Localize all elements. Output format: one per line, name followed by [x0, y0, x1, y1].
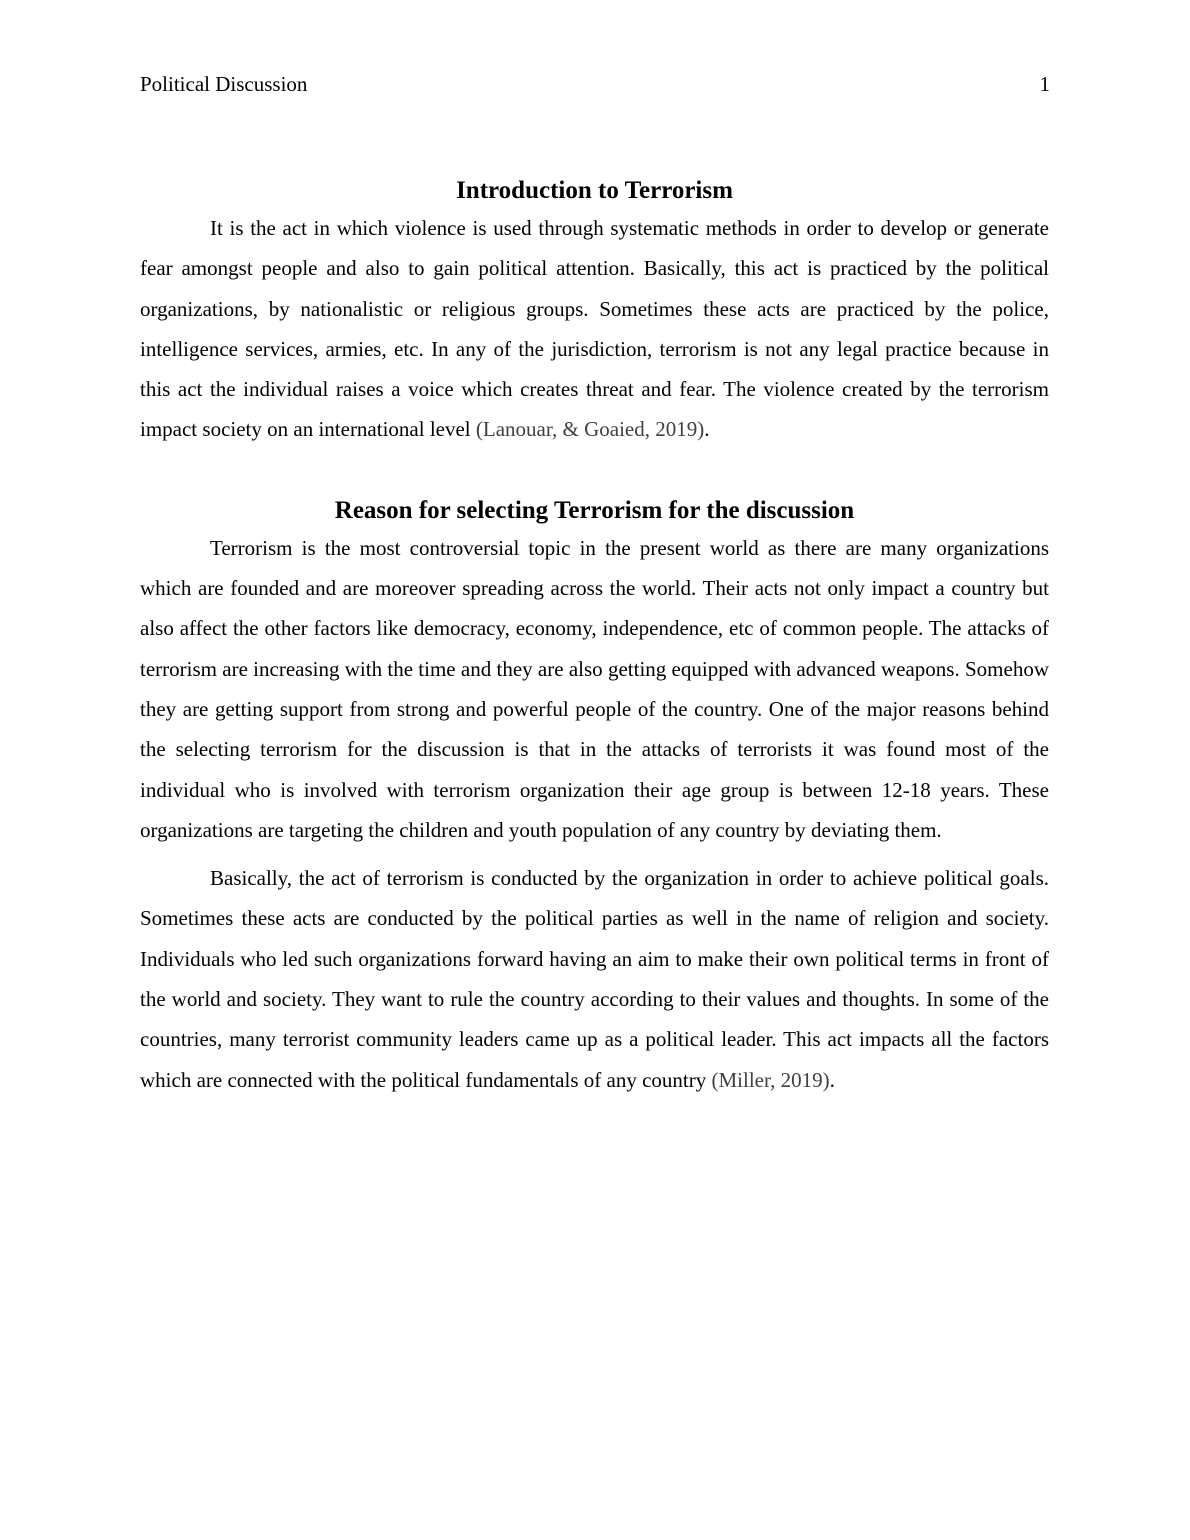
- section-spacer: [140, 450, 1049, 494]
- reason-paragraph-2: [140, 858, 1049, 1100]
- page-number: 1: [1039, 72, 1050, 96]
- running-head: Political Discussion: [140, 72, 308, 96]
- paragraph-end: .: [829, 1067, 835, 1092]
- paragraph-text: Terrorism is the most controversial topic in the present world as there are many organizations which are founded and are moreover spreading across the world. Their acts not only impact a country but also affect the other factors like democracy, economy, independence, etc of common people. The attacks of terrorism are increasing with the time and they are also getting equipped with advanced weapons. Somehow they are getting support from strong and powerful people of the country. One of the major reasons behind the selecting terrorism for the discussion is that in the attacks of terrorists it was found most of the individual who is involved with terrorism organization their age group is between 12-18 years. These organizations are targeting the children and youth population of any country by deviating them.: [140, 535, 1049, 842]
- reason-paragraph-1: [140, 528, 1049, 850]
- citation: (Miller, 2019): [711, 1067, 830, 1092]
- paragraph-text: Basically, the act of terrorism is conducted by the organization in order to achieve political goals. Sometimes these acts are conducted by the political parties as well in the name of religion and society. Individuals who led such organizations forward having an aim to make their own political terms in front of the world and society. They want to rule the country according to their values and thoughts. In some of the countries, many terrorist community leaders came up as a political leader. This act impacts all the factors which are connected with the political fundamentals of any country: [140, 866, 1049, 1092]
- page-header: [140, 70, 1050, 98]
- intro-paragraph: [140, 208, 1049, 450]
- document-body: [140, 174, 1049, 1100]
- paragraph-end: .: [704, 417, 710, 442]
- section-heading-reason: Reason for selecting Terrorism for the discussion: [334, 496, 855, 524]
- citation: (Lanouar, & Goaied, 2019): [475, 417, 705, 442]
- section-heading-introduction: Introduction to Terrorism: [456, 177, 733, 204]
- paragraph-text: It is the act in which violence is used through systematic methods in order to develop or generate fear amongst people and also to gain political attention. Basically, this act is practiced by the political organizations, by nationalistic or religious groups. Sometimes these acts are practiced by the police, intelligence services, armies, etc. In any of the jurisdiction, terrorism is not any legal practice because in this act the individual raises a voice which creates threat and fear. The violence created by the terrorism impact society on an international level: [140, 216, 1049, 442]
